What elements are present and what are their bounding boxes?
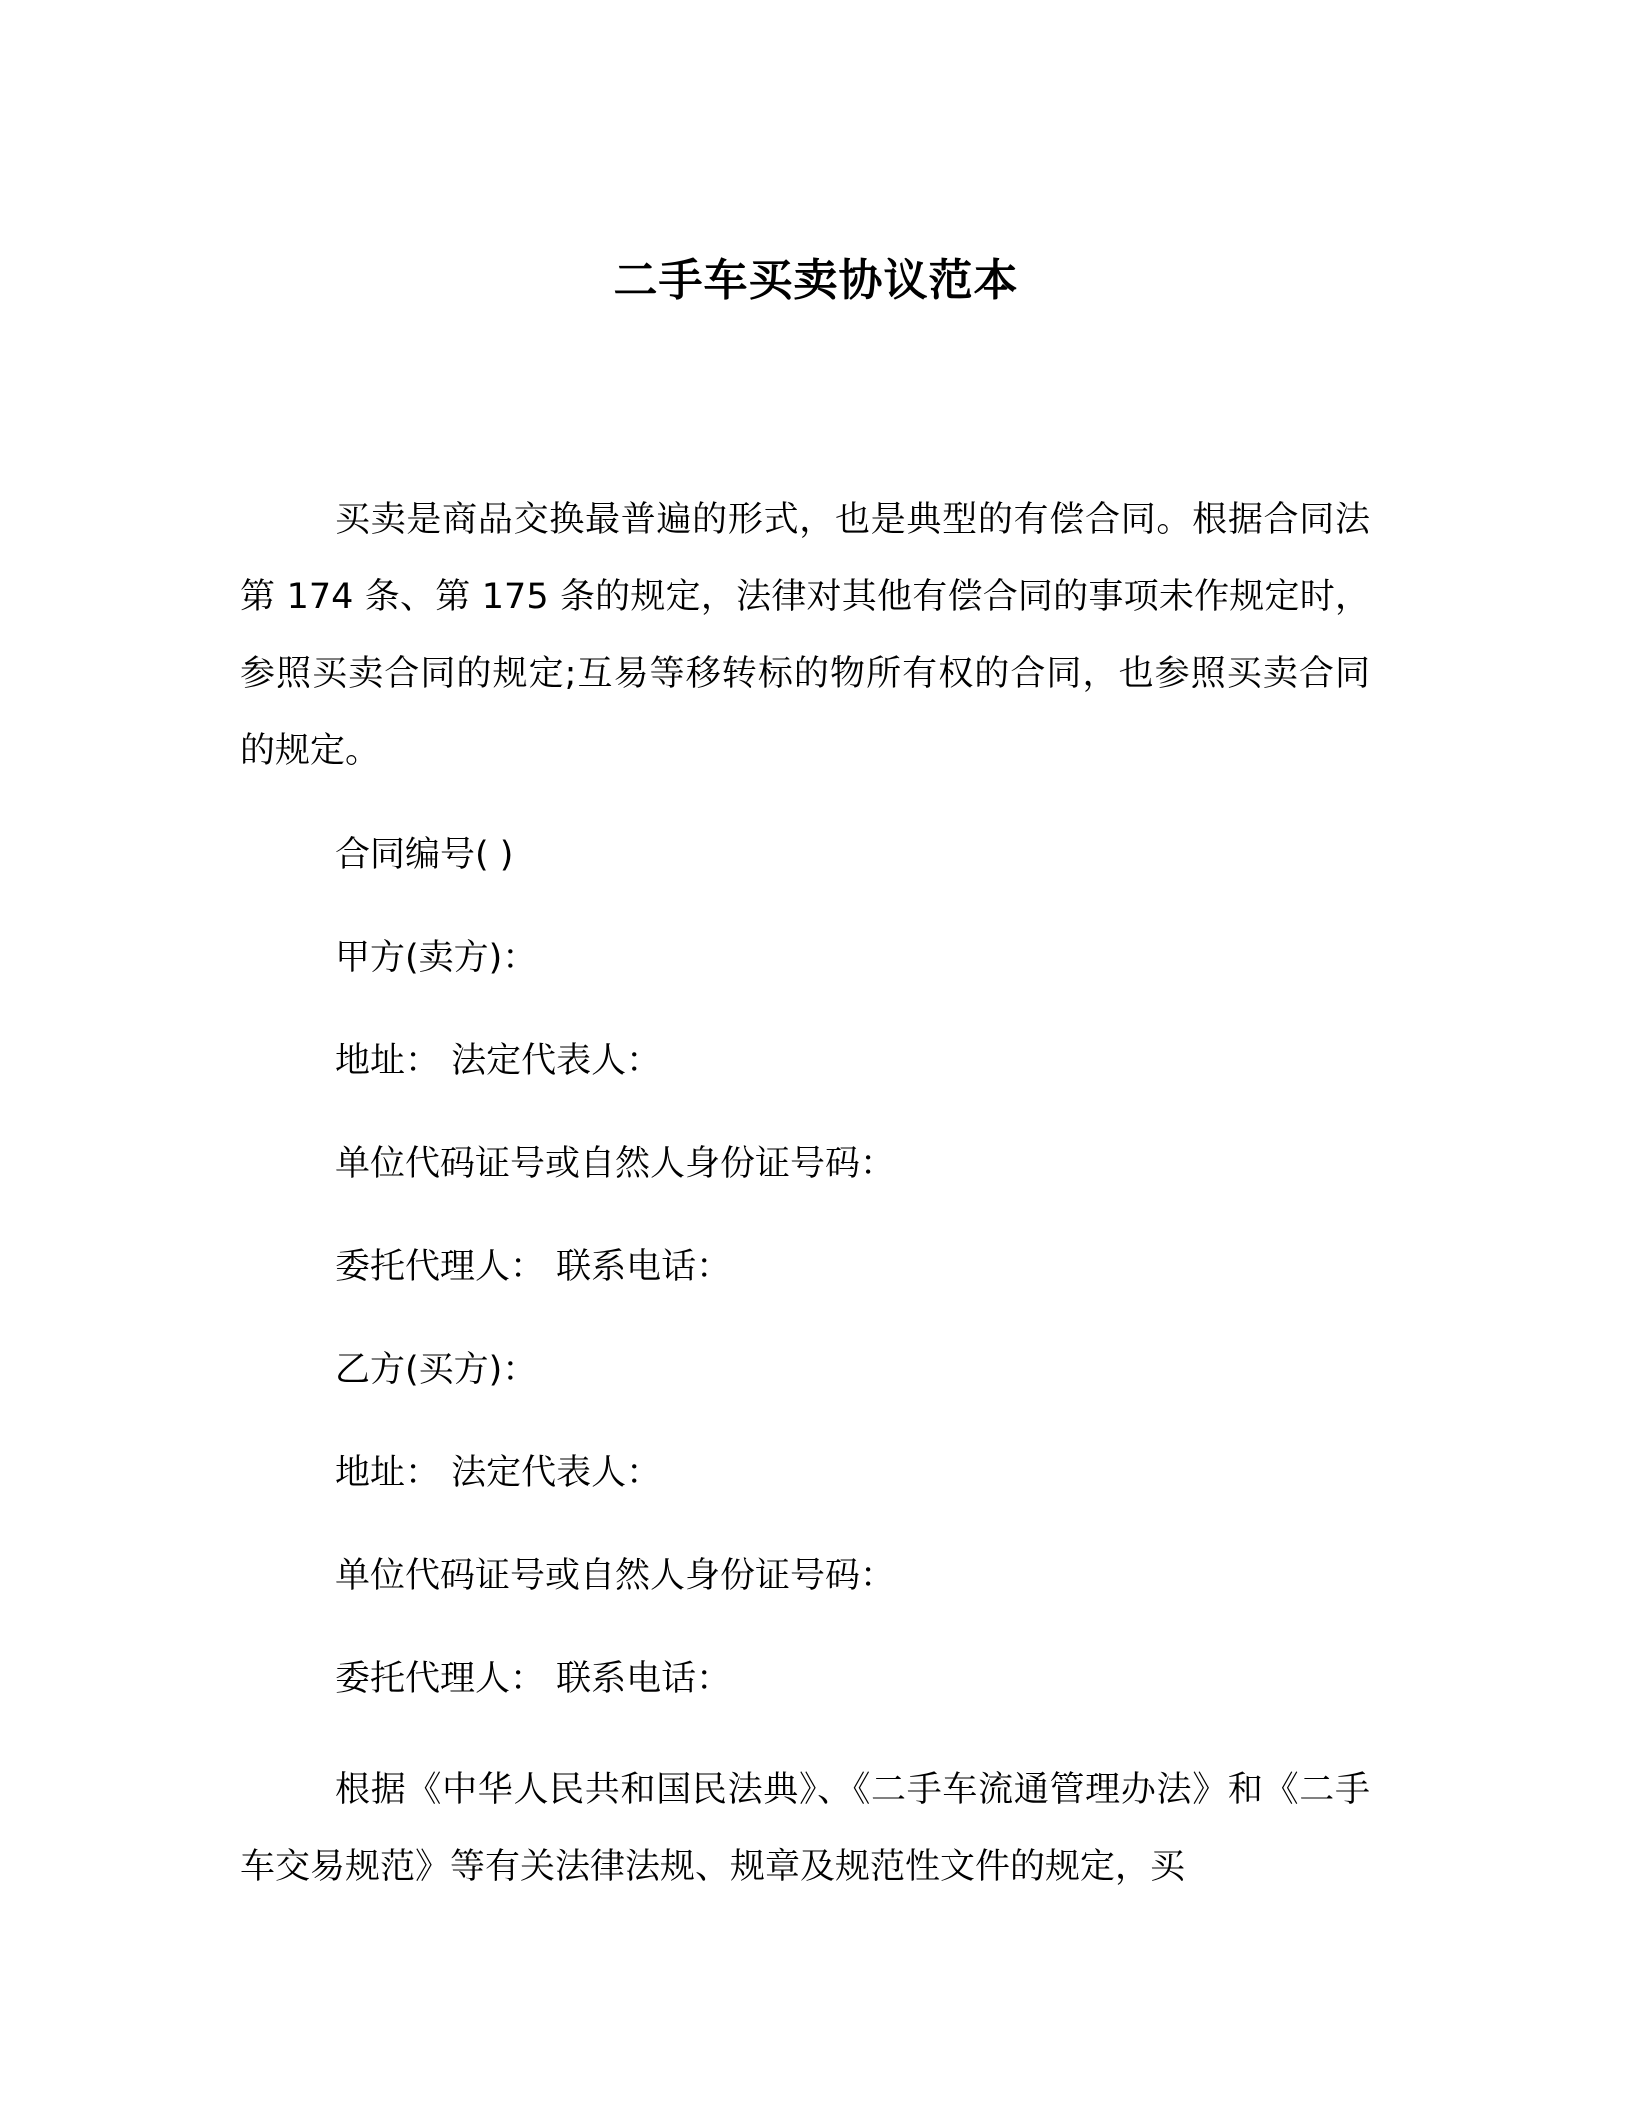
field-party-a-address: 地址： 法定代表人： [335, 1041, 662, 1081]
field-party-a: 甲方(卖方)： [335, 938, 538, 978]
closing-paragraph: 根据《中华人民共和国民法典》、《二手车流通管理办法》和《二手车交易规范》等有关法律法规、规章及规范性文件的规定，买 [240, 1770, 1370, 1887]
intro-paragraph: 买卖是商品交换最普遍的形式，也是典型的有偿合同。根据合同法第 174 条、第 175 条的规定，法律对其他有偿合同的事项未作规定时，参照买卖合同的规定;互易等移转标的物所有权的合同，也参照买卖合同的规定。 [240, 500, 1370, 771]
field-party-b: 乙方(买方)： [335, 1350, 538, 1390]
field-contract-number: 合同编号( ) [335, 835, 514, 875]
document-title: 二手车买卖协议范本 [613, 255, 1019, 307]
field-party-a-agent: 委托代理人： 联系电话： [335, 1247, 732, 1287]
field-party-b-address: 地址： 法定代表人： [335, 1453, 662, 1493]
field-party-b-agent: 委托代理人： 联系电话： [335, 1659, 732, 1699]
field-party-a-id: 单位代码证号或自然人身份证号码： [335, 1144, 896, 1184]
field-party-b-id: 单位代码证号或自然人身份证号码： [335, 1556, 896, 1596]
